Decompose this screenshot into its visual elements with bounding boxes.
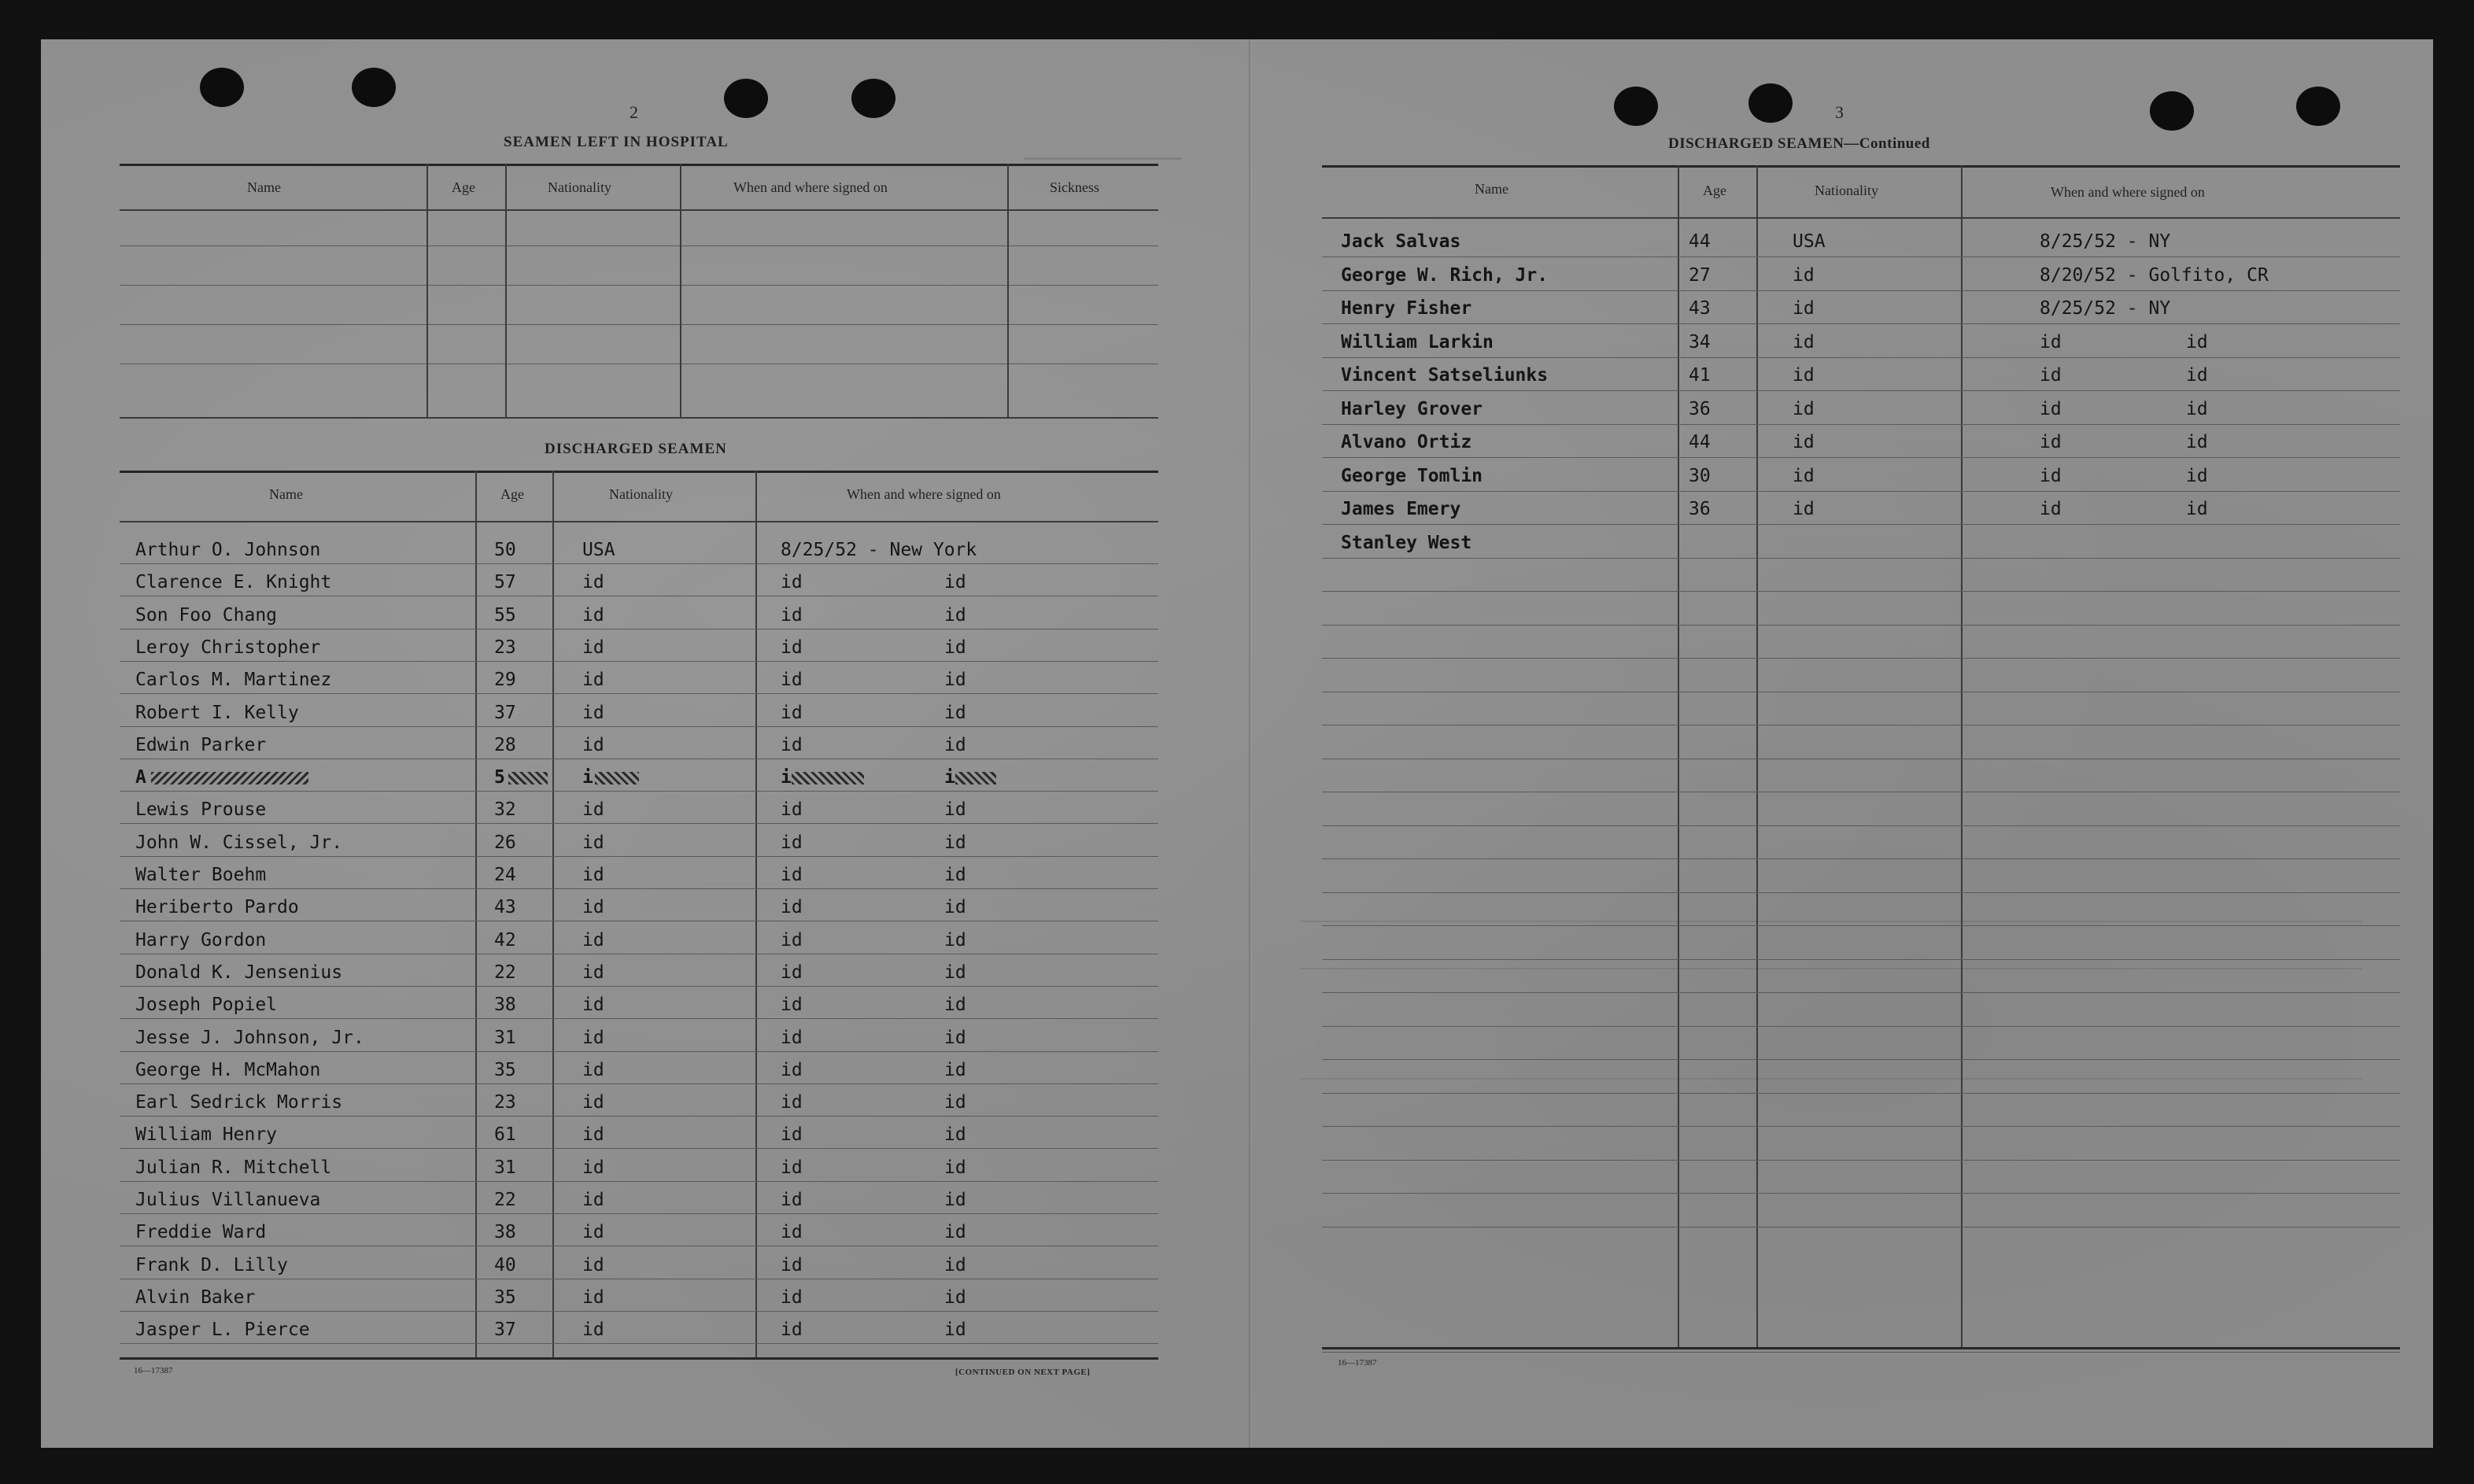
seaman-age: 29	[494, 670, 516, 690]
row-rule	[1322, 390, 2400, 391]
row-rule	[120, 1213, 1158, 1214]
seaman-nationality: id	[1793, 332, 1815, 353]
row-rule	[1322, 825, 2400, 826]
seaman-name: Edwin Parker	[135, 735, 267, 755]
seaman-signed-on-place: id	[944, 1060, 966, 1080]
row-rule	[1322, 323, 2400, 324]
row-rule	[1322, 858, 2400, 859]
seaman-signed-on-date: 8/25/52 - NY	[2040, 231, 2171, 252]
discharged-header-name: Name	[269, 486, 303, 502]
seaman-signed-on-date: 8/25/52 - New York	[781, 540, 977, 560]
row-rule	[1322, 457, 2400, 458]
seaman-age: 37	[494, 1320, 516, 1340]
seaman-nationality: id	[582, 703, 604, 723]
seaman-signed-on-place: id	[944, 605, 966, 626]
seaman-age: 34	[1689, 332, 1711, 353]
discharged-rule-bottom	[120, 1357, 1158, 1360]
seaman-signed-on-date: id	[781, 1060, 803, 1080]
row-rule	[1322, 1126, 2400, 1127]
seaman-age: 57	[494, 572, 516, 592]
seaman-name: Jack Salvas	[1341, 231, 1461, 252]
seaman-signed-on-place: id	[944, 799, 966, 820]
hospital-header-sickness: Sickness	[1050, 179, 1099, 195]
seaman-age: 24	[494, 865, 516, 885]
seaman-age: 23	[494, 1092, 516, 1113]
row-rule	[1322, 1193, 2400, 1194]
row-rule	[120, 823, 1158, 824]
row-rule	[1322, 290, 2400, 291]
seaman-nationality: id	[582, 1255, 604, 1275]
seaman-signed-on-date: id	[781, 1028, 803, 1048]
seaman-name: Carlos M. Martinez	[135, 670, 332, 690]
seaman-name: John W. Cissel, Jr.	[135, 832, 343, 853]
right-rule-top	[1322, 165, 2400, 168]
hospital-col-divider	[505, 164, 507, 417]
seaman-age: 5	[494, 767, 505, 788]
seaman-signed-on-date: id	[781, 1092, 803, 1113]
seaman-name: Julian R. Mitchell	[135, 1157, 332, 1178]
strikeout-mark	[792, 772, 864, 784]
row-rule	[1322, 892, 2400, 893]
seaman-age: 23	[494, 637, 516, 658]
seaman-nationality: id	[582, 1124, 604, 1145]
seaman-name: George H. McMahon	[135, 1060, 321, 1080]
seaman-name: Julius Villanueva	[135, 1190, 321, 1210]
seaman-nationality: id	[1793, 466, 1815, 486]
seaman-nationality: id	[582, 670, 604, 690]
seaman-signed-on-place: id	[944, 995, 966, 1015]
row-rule	[120, 726, 1158, 727]
seaman-name: William Henry	[135, 1124, 278, 1145]
row-rule	[1322, 1093, 2400, 1094]
right-rule-bottom-2	[1322, 1352, 2400, 1353]
seaman-signed-on-place: id	[944, 865, 966, 885]
discharged-rule-top	[120, 471, 1158, 473]
left-form-code: 16—17387	[134, 1366, 173, 1375]
seaman-signed-on-place: id	[2186, 466, 2208, 486]
seaman-name: Alvin Baker	[135, 1287, 256, 1308]
row-rule	[1322, 424, 2400, 425]
seaman-signed-on-date: id	[2040, 365, 2062, 386]
seaman-age: 31	[494, 1157, 516, 1178]
seaman-name: Henry Fisher	[1341, 298, 1472, 319]
row-rule	[120, 563, 1158, 564]
row-rule	[1322, 658, 2400, 659]
seaman-name: Jasper L. Pierce	[135, 1320, 310, 1340]
seaman-name: George W. Rich, Jr.	[1341, 265, 1549, 286]
seaman-nationality: id	[1793, 298, 1815, 319]
strikeout-mark	[595, 772, 639, 784]
seaman-age: 44	[1689, 231, 1711, 252]
row-rule	[1322, 357, 2400, 358]
row-rule	[120, 856, 1158, 857]
discharged-col-divider	[552, 471, 554, 1357]
seaman-signed-on-place: id	[944, 1320, 966, 1340]
seaman-nationality: USA	[582, 540, 615, 560]
hospital-header-nationality: Nationality	[548, 179, 611, 195]
seaman-name: Walter Boehm	[135, 865, 267, 885]
hospital-rule-header	[120, 209, 1158, 211]
seaman-nationality: id	[1793, 399, 1815, 419]
seaman-signed-on-date: id	[2040, 399, 2062, 419]
document-sheet	[41, 39, 2433, 1448]
row-rule	[120, 986, 1158, 987]
seaman-signed-on-date: id	[781, 832, 803, 853]
seaman-age: 37	[494, 703, 516, 723]
seaman-signed-on-date: id	[781, 1124, 803, 1145]
seaman-age: 42	[494, 930, 516, 951]
row-rule	[1322, 959, 2400, 960]
seaman-signed-on-place: id	[944, 670, 966, 690]
row-rule	[120, 1018, 1158, 1019]
page-fold	[1249, 39, 1252, 1448]
row-rule	[1322, 1160, 2400, 1161]
right-col-divider	[1756, 165, 1758, 1347]
hospital-col-divider	[680, 164, 681, 417]
seaman-name: Son Foo Chang	[135, 605, 278, 626]
hospital-rule-bottom	[120, 417, 1158, 419]
hospital-header-name: Name	[247, 179, 281, 195]
right-col-divider	[1961, 165, 1963, 1347]
punch-hole	[1614, 87, 1658, 126]
hospital-rule-top	[120, 164, 1158, 166]
row-rule	[1322, 625, 2400, 626]
seaman-age: 35	[494, 1060, 516, 1080]
seaman-signed-on-date: id	[781, 799, 803, 820]
seaman-nationality: id	[582, 1028, 604, 1048]
right-rule-header	[1322, 217, 2400, 219]
seaman-nationality: id	[582, 832, 604, 853]
seaman-nationality: id	[582, 605, 604, 626]
seaman-nationality: USA	[1793, 231, 1826, 252]
bleed-through	[1300, 968, 2362, 976]
seaman-nationality: id	[1793, 499, 1815, 519]
punch-hole	[1748, 83, 1793, 123]
seaman-signed-on-place: id	[944, 897, 966, 917]
seaman-nationality: id	[582, 865, 604, 885]
seaman-age: 38	[494, 995, 516, 1015]
row-rule	[120, 1181, 1158, 1182]
punch-hole	[2150, 91, 2194, 131]
seaman-signed-on-date: id	[781, 572, 803, 592]
seaman-name: A	[135, 767, 146, 788]
seaman-signed-on-date: id	[781, 735, 803, 755]
seaman-nationality: id	[582, 1287, 604, 1308]
seaman-name: Clarence E. Knight	[135, 572, 332, 592]
seaman-signed-on-date: id	[781, 1222, 803, 1242]
right-header-name: Name	[1475, 181, 1508, 197]
right-page-number: 3	[1835, 102, 1844, 122]
seaman-nationality: id	[1793, 432, 1815, 452]
punch-hole	[2296, 87, 2340, 126]
right-form-code: 16—17387	[1338, 1358, 1377, 1368]
seaman-signed-on-place: id	[944, 1190, 966, 1210]
seaman-age: 41	[1689, 365, 1711, 386]
continued-note: [CONTINUED ON NEXT PAGE]	[955, 1368, 1091, 1377]
hospital-section-title: SEAMEN LEFT IN HOSPITAL	[504, 134, 729, 150]
seaman-signed-on-date: id	[2040, 332, 2062, 353]
seaman-signed-on-place: id	[944, 572, 966, 592]
seaman-signed-on-date: id	[781, 1255, 803, 1275]
row-rule	[1322, 558, 2400, 559]
hospital-col-divider	[1007, 164, 1009, 417]
row-rule	[1322, 992, 2400, 993]
seaman-age: 43	[494, 897, 516, 917]
seaman-name: Stanley West	[1341, 533, 1472, 553]
seaman-name: James Emery	[1341, 499, 1461, 519]
seaman-signed-on-place: id	[944, 1092, 966, 1113]
seaman-name: Leroy Christopher	[135, 637, 321, 658]
seaman-nationality: id	[582, 1157, 604, 1178]
seaman-age: 55	[494, 605, 516, 626]
seaman-signed-on-place: id	[944, 1222, 966, 1242]
punch-hole	[352, 68, 396, 107]
seaman-age: 31	[494, 1028, 516, 1048]
seaman-signed-on-date: id	[781, 995, 803, 1015]
row-rule	[120, 1116, 1158, 1117]
seaman-nationality: id	[582, 995, 604, 1015]
seaman-name: Harley Grover	[1341, 399, 1483, 419]
discharged-header-nationality: Nationality	[609, 486, 673, 502]
seaman-signed-on-place: id	[944, 1028, 966, 1048]
seaman-age: 36	[1689, 399, 1711, 419]
strikeout-mark	[151, 772, 308, 784]
seaman-signed-on-place: id	[944, 1255, 966, 1275]
seaman-signed-on-date: id	[781, 1320, 803, 1340]
seaman-signed-on-place: id	[944, 1124, 966, 1145]
hospital-rule	[120, 285, 1158, 286]
seaman-signed-on-place: id	[944, 637, 966, 658]
seaman-signed-on-date: id	[781, 1190, 803, 1210]
seaman-signed-on-date: id	[781, 703, 803, 723]
seaman-name: Joseph Popiel	[135, 995, 278, 1015]
row-rule	[120, 791, 1158, 792]
seaman-nationality: id	[582, 1060, 604, 1080]
seaman-nationality: id	[1793, 265, 1815, 286]
seaman-signed-on-place: id	[2186, 332, 2208, 353]
row-rule	[120, 661, 1158, 662]
discharged-header-age: Age	[500, 486, 524, 502]
seaman-name: Alvano Ortiz	[1341, 432, 1472, 452]
seaman-signed-on-date: id	[781, 865, 803, 885]
hospital-header-signed-on: When and where signed on	[733, 179, 888, 195]
seaman-signed-on-date: id	[781, 1157, 803, 1178]
seaman-age: 38	[494, 1222, 516, 1242]
seaman-name: Heriberto Pardo	[135, 897, 299, 917]
seaman-signed-on-place: id	[944, 703, 966, 723]
row-rule	[120, 1051, 1158, 1052]
seaman-age: 40	[494, 1255, 516, 1275]
seaman-nationality: id	[582, 897, 604, 917]
punch-hole	[200, 68, 244, 107]
seaman-name: Donald K. Jensenius	[135, 962, 343, 983]
seaman-signed-on-date: id	[2040, 499, 2062, 519]
right-section-title: DISCHARGED SEAMEN—Continued	[1668, 135, 1930, 152]
strikeout-mark	[508, 772, 548, 784]
row-rule	[1322, 925, 2400, 926]
seaman-name: Frank D. Lilly	[135, 1255, 288, 1275]
seaman-name: Jesse J. Johnson, Jr.	[135, 1028, 364, 1048]
seaman-age: 43	[1689, 298, 1711, 319]
seaman-signed-on-date: id	[2040, 466, 2062, 486]
seaman-nationality: id	[582, 930, 604, 951]
seaman-nationality: i	[582, 767, 593, 788]
punch-hole	[851, 79, 895, 118]
seaman-age: 32	[494, 799, 516, 820]
bleed-through	[1300, 921, 2362, 928]
seaman-signed-on-date: id	[781, 962, 803, 983]
seaman-age: 22	[494, 1190, 516, 1210]
seaman-nationality: id	[582, 1092, 604, 1113]
discharged-rule-header	[120, 521, 1158, 522]
seaman-name: Earl Sedrick Morris	[135, 1092, 343, 1113]
seaman-nationality: id	[582, 637, 604, 658]
seaman-nationality: id	[582, 572, 604, 592]
seaman-signed-on-place: id	[944, 962, 966, 983]
row-rule	[120, 693, 1158, 694]
right-header-age: Age	[1703, 183, 1726, 198]
seaman-nationality: id	[1793, 365, 1815, 386]
seaman-name: Lewis Prouse	[135, 799, 267, 820]
seaman-age: 50	[494, 540, 516, 560]
seaman-signed-on-date: id	[781, 897, 803, 917]
right-col-divider	[1678, 165, 1679, 1347]
row-rule	[1322, 1059, 2400, 1060]
seaman-nationality: id	[582, 1222, 604, 1242]
seaman-signed-on-place: i	[944, 767, 955, 788]
seaman-age: 27	[1689, 265, 1711, 286]
seaman-name: Harry Gordon	[135, 930, 267, 951]
seaman-age: 35	[494, 1287, 516, 1308]
seaman-age: 22	[494, 962, 516, 983]
discharged-header-signed-on: When and where signed on	[847, 486, 1001, 502]
seaman-name: Robert I. Kelly	[135, 703, 299, 723]
discharged-col-divider	[755, 471, 757, 1357]
hospital-rule	[120, 324, 1158, 325]
left-page-number: 2	[630, 102, 638, 122]
seaman-signed-on-date: id	[781, 637, 803, 658]
strikeout-mark	[955, 772, 996, 784]
seaman-age: 26	[494, 832, 516, 853]
punch-hole	[724, 79, 768, 118]
row-rule	[1322, 1026, 2400, 1027]
seaman-nationality: id	[582, 799, 604, 820]
row-rule	[1322, 524, 2400, 525]
seaman-age: 30	[1689, 466, 1711, 486]
seaman-signed-on-place: id	[2186, 499, 2208, 519]
seaman-age: 44	[1689, 432, 1711, 452]
seaman-nationality: id	[582, 735, 604, 755]
seaman-signed-on-date: id	[781, 930, 803, 951]
seaman-signed-on-date: 8/25/52 - NY	[2040, 298, 2171, 319]
discharged-col-divider	[475, 471, 477, 1357]
seaman-signed-on-place: id	[944, 735, 966, 755]
seaman-age: 36	[1689, 499, 1711, 519]
right-header-signed-on: When and where signed on	[2051, 184, 2205, 200]
seaman-signed-on-place: id	[2186, 365, 2208, 386]
row-rule	[120, 1148, 1158, 1149]
row-rule	[120, 1343, 1158, 1344]
hospital-col-divider	[426, 164, 428, 417]
seaman-name: Arthur O. Johnson	[135, 540, 321, 560]
seaman-signed-on-date: id	[781, 605, 803, 626]
seaman-signed-on-place: id	[944, 832, 966, 853]
seaman-age: 61	[494, 1124, 516, 1145]
seaman-nationality: id	[582, 1320, 604, 1340]
seaman-signed-on-date: id	[2040, 432, 2062, 452]
seaman-signed-on-place: id	[2186, 399, 2208, 419]
seaman-signed-on-date: id	[781, 1287, 803, 1308]
seaman-name: Vincent Satseliunks	[1341, 365, 1549, 386]
row-rule	[1322, 591, 2400, 592]
seaman-signed-on-date: i	[781, 767, 792, 788]
seaman-signed-on-place: id	[944, 1157, 966, 1178]
hospital-rule	[120, 245, 1158, 246]
row-rule	[120, 1083, 1158, 1084]
right-rule-bottom	[1322, 1347, 2400, 1349]
seaman-name: Freddie Ward	[135, 1222, 267, 1242]
seaman-nationality: id	[582, 962, 604, 983]
row-rule	[120, 888, 1158, 889]
seaman-signed-on-place: id	[944, 1287, 966, 1308]
row-rule	[120, 1311, 1158, 1312]
seaman-signed-on-date: id	[781, 670, 803, 690]
seaman-signed-on-place: id	[944, 930, 966, 951]
seaman-nationality: id	[582, 1190, 604, 1210]
seaman-signed-on-place: id	[2186, 432, 2208, 452]
hospital-header-age: Age	[452, 179, 475, 195]
seaman-name: George Tomlin	[1341, 466, 1483, 486]
seaman-signed-on-date: 8/20/52 - Golfito, CR	[2040, 265, 2269, 286]
row-rule	[1322, 491, 2400, 492]
seaman-age: 28	[494, 735, 516, 755]
bleed-through	[1300, 1078, 2362, 1086]
right-header-nationality: Nationality	[1815, 183, 1878, 198]
discharged-section-title: DISCHARGED SEAMEN	[545, 441, 727, 457]
seaman-name: William Larkin	[1341, 332, 1494, 353]
